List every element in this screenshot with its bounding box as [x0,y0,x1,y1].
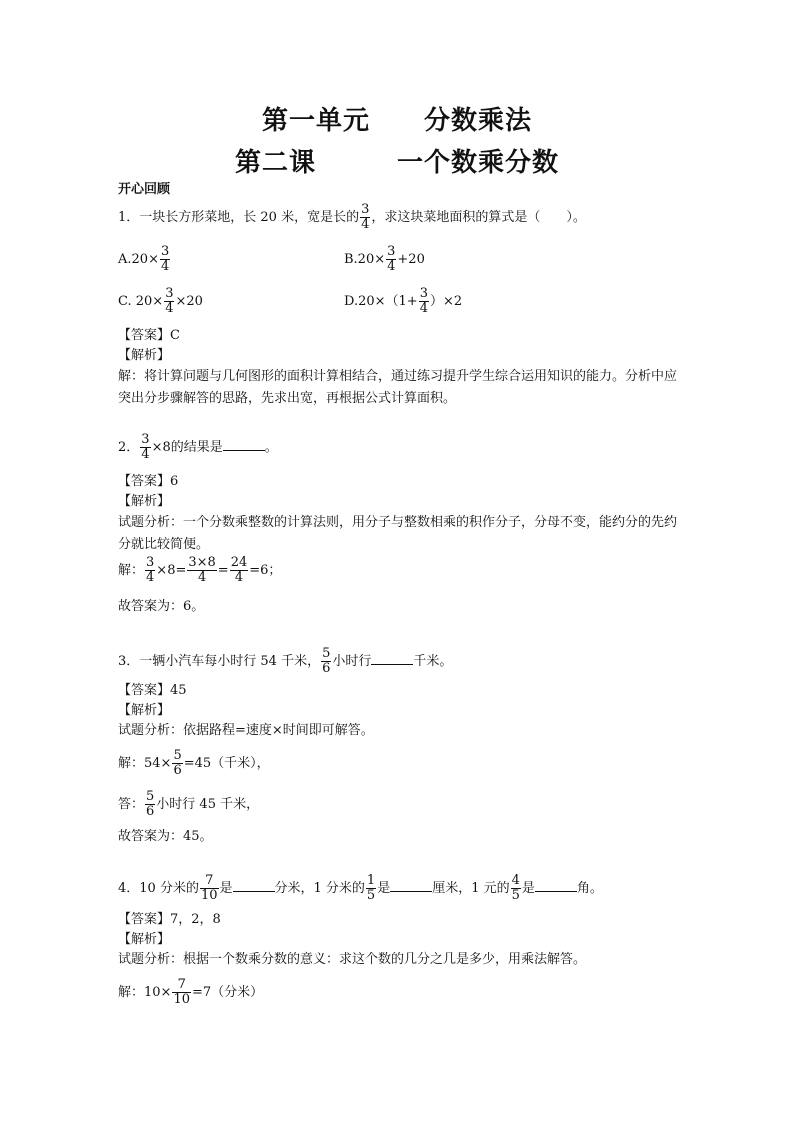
answer-blank[interactable] [233,879,275,892]
q1-analysis: 解：将计算问题与几何图形的面积计算相结合，通过练习提升学生综合运用知识的能力。分析中应突出分步骤解答的思路，先求出宽，再根据公式计算面积。 [118,369,678,406]
q1-analysis-label: 【解析】 [118,348,171,363]
q1-option-a: A.20× $\frac{3}{4}$ [118,244,170,274]
q3-answer: 【答案】45 [118,683,187,698]
fraction: $\frac{3}{4}$ [141,432,150,462]
q2-analysis: 试题分析：一个分数乘整数的计算法则，用分子与整数相乘的积作分子，分母不变，能约分的先约分就比较简便。 [118,515,678,552]
q3-solution: 解：54× $\frac{5}{6}$ =45（千米）， [118,748,270,778]
fraction: $\frac{5}{6}$ [146,789,155,819]
fraction: $\frac{3}{4}$ [419,286,428,316]
unit-title: 第一单元 分数乘法 [261,106,532,136]
q1-suffix: ，求这块菜地面积的算式是（ ）。 [371,210,586,225]
question-3: 3．一辆小汽车每小时行 54 千米， $\frac{5}{6}$ 小时行 千米。 [118,646,453,676]
q3-analysis-label: 【解析】 [118,703,171,718]
q1-option-c: C. 20× $\frac{3}{4}$ ×20 [118,286,203,316]
fraction: $\frac{5}{6}$ [173,748,182,778]
q4-analysis: 试题分析：根据一个数乘分数的意义：求这个数的几分之几是多少，用乘法解答。 [118,952,587,967]
q2-analysis-label: 【解析】 [118,494,171,509]
answer-blank[interactable] [390,879,432,892]
fraction: $\frac{3}{4}$ [146,555,155,585]
fraction: $\frac{4}{5}$ [511,873,520,903]
fraction: $\frac{1}{5}$ [366,873,376,903]
q3-analysis: 试题分析：依据路程=速度×时间即可解答。 [118,723,374,738]
answer-blank[interactable] [535,879,577,892]
q4-solution: 解：10× $\frac{7}{10}$ =7（分米） [118,977,264,1007]
q2-conclusion: 故答案为：6。 [118,599,205,614]
fraction: $\frac{3}{4}$ [165,286,174,316]
fraction: $\frac{3\times 8}{4}$ [188,555,216,585]
question-4: 4．10 分米的 $\frac{7}{10}$ 是 分米，1 分米的 $\frac{1}{5}$ 是 厘米，1 元的 $\frac{4}{5}$ 是 角。 [118,873,603,903]
q3-answer-sentence: 答： $\frac{5}{6}$ 小时行 45 千米， [118,789,260,819]
q1-option-d: D.20×（1+ $\frac{3}{4}$ ）×2 [344,286,463,316]
q4-analysis-label: 【解析】 [118,932,171,947]
q4-answer: 【答案】7，2，8 [118,912,221,927]
fraction: $\frac{3}{4}$ [387,244,396,274]
q1-option-b: B.20× $\frac{3}{4}$ +20 [344,244,425,274]
fraction: $\frac{3}{4}$ [160,244,170,274]
lesson-title: 第二课 一个数乘分数 [234,148,559,178]
answer-blank[interactable] [223,438,265,451]
question-2: 2． $\frac{3}{4}$ ×8的结果是 。 [118,432,278,462]
fraction: $\frac{3}{4}$ [361,202,370,232]
q1-prefix: 1．一块长方形菜地，长 20 米，宽是长的 [118,210,360,225]
q3-conclusion: 故答案为：45。 [118,829,213,844]
fraction: $\frac{24}{4}$ [230,555,248,585]
fraction: $\frac{7}{10}$ [200,873,218,903]
fraction: $\frac{5}{6}$ [322,646,331,676]
answer-blank[interactable] [371,652,413,665]
q2-answer: 【答案】6 [118,474,179,489]
section-label: 开心回顾 [118,182,171,197]
fraction: $\frac{7}{10}$ [173,977,190,1007]
q2-solution: 解： $\frac{3}{4}$ ×8= $\frac{3\times 8}{4}$ = $\frac{24}{4}$ =6； [118,555,282,585]
q1-answer: 【答案】C [118,328,180,343]
question-1 [118,203,586,232]
